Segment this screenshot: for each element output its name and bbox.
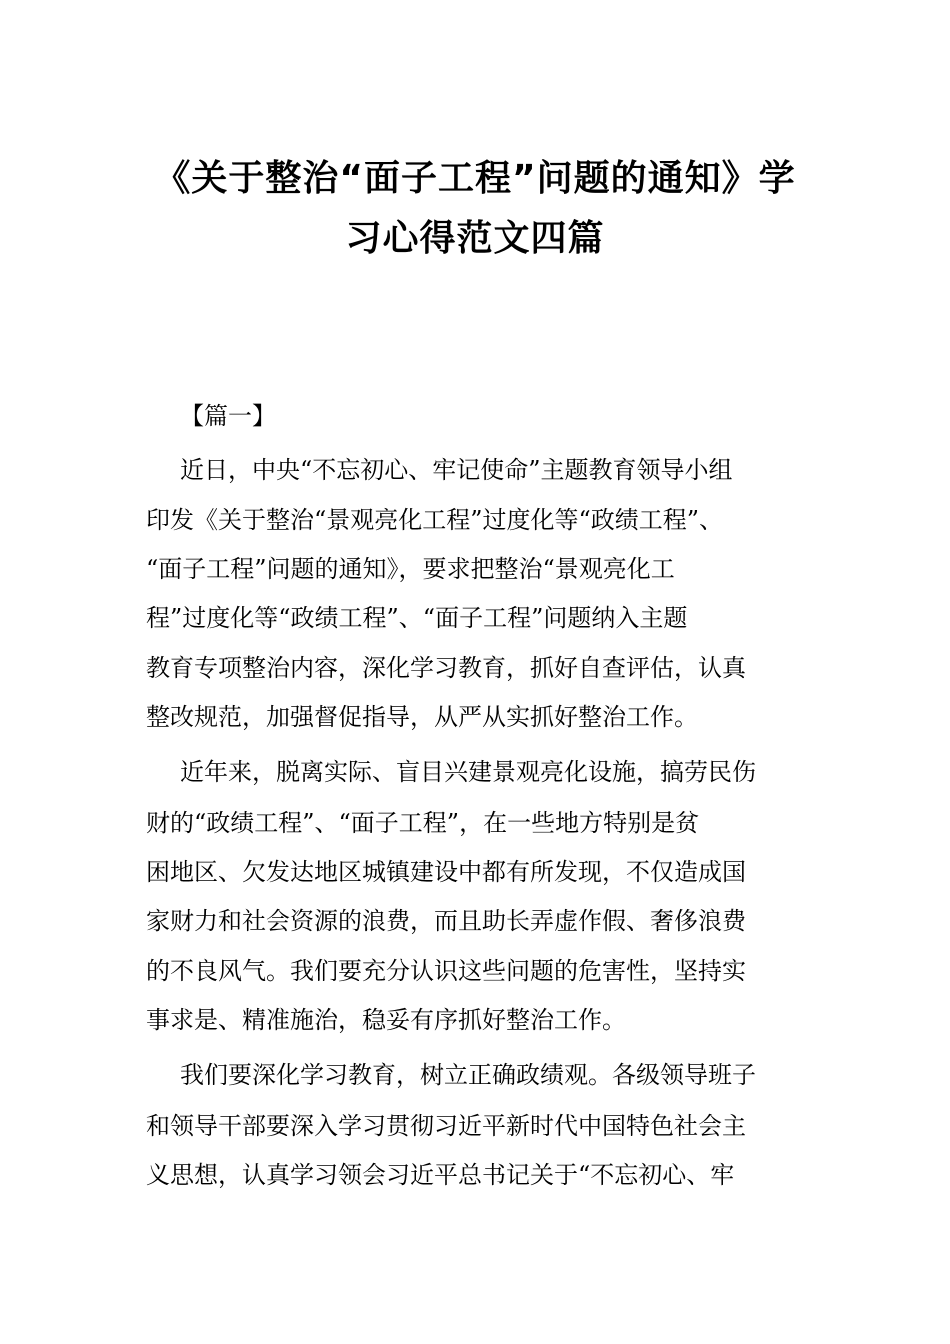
paragraph-2-line-3: 困地区、欠发达地区城镇建设中都有所发现，不仅造成国 xyxy=(146,858,746,886)
paragraph-1-line-1: 近日，中央“不忘初心、牢记使命”主题教育领导小组 xyxy=(180,456,733,484)
paragraph-3-line-2: 和领导干部要深入学习贯彻习近平新时代中国特色社会主 xyxy=(146,1112,746,1140)
paragraph-3-line-3: 义思想，认真学习领会习近平总书记关于“不忘初心、牢 xyxy=(146,1161,735,1189)
paragraph-1-line-6: 整改规范，加强督促指导，从严从实抓好整治工作。 xyxy=(146,703,698,731)
document-title-line-2: 习心得范文四篇 xyxy=(345,218,605,259)
paragraph-2-line-2: 财的“政绩工程”、“面子工程”，在一些地方特别是贫 xyxy=(146,809,700,837)
paragraph-1-line-2: 印发《关于整治“景观亮化工程”过度化等“政绩工程”、 xyxy=(146,506,724,534)
paragraph-2-line-6: 事求是、精准施治，稳妥有序抓好整治工作。 xyxy=(146,1006,626,1034)
paragraph-1-line-4: 程”过度化等“政绩工程”、“面子工程”问题纳入主题 xyxy=(146,604,688,632)
paragraph-2-line-1: 近年来，脱离实际、盲目兴建景观亮化设施，搞劳民伤 xyxy=(180,758,756,786)
section-label: 【篇一】 xyxy=(180,402,276,430)
paragraph-3-line-1: 我们要深化学习教育，树立正确政绩观。各级领导班子 xyxy=(180,1061,756,1089)
paragraph-2-line-4: 家财力和社会资源的浪费，而且助长弄虚作假、奢侈浪费 xyxy=(146,907,746,935)
document-title-line-1: 《关于整治“面子工程”问题的通知》学 xyxy=(154,158,796,199)
paragraph-2-line-5: 的不良风气。我们要充分认识这些问题的危害性，坚持实 xyxy=(146,957,746,985)
paragraph-1-line-3: “面子工程”问题的通知》，要求把整治“景观亮化工 xyxy=(146,555,675,583)
paragraph-1-line-5: 教育专项整治内容，深化学习教育，抓好自查评估，认真 xyxy=(146,654,746,682)
